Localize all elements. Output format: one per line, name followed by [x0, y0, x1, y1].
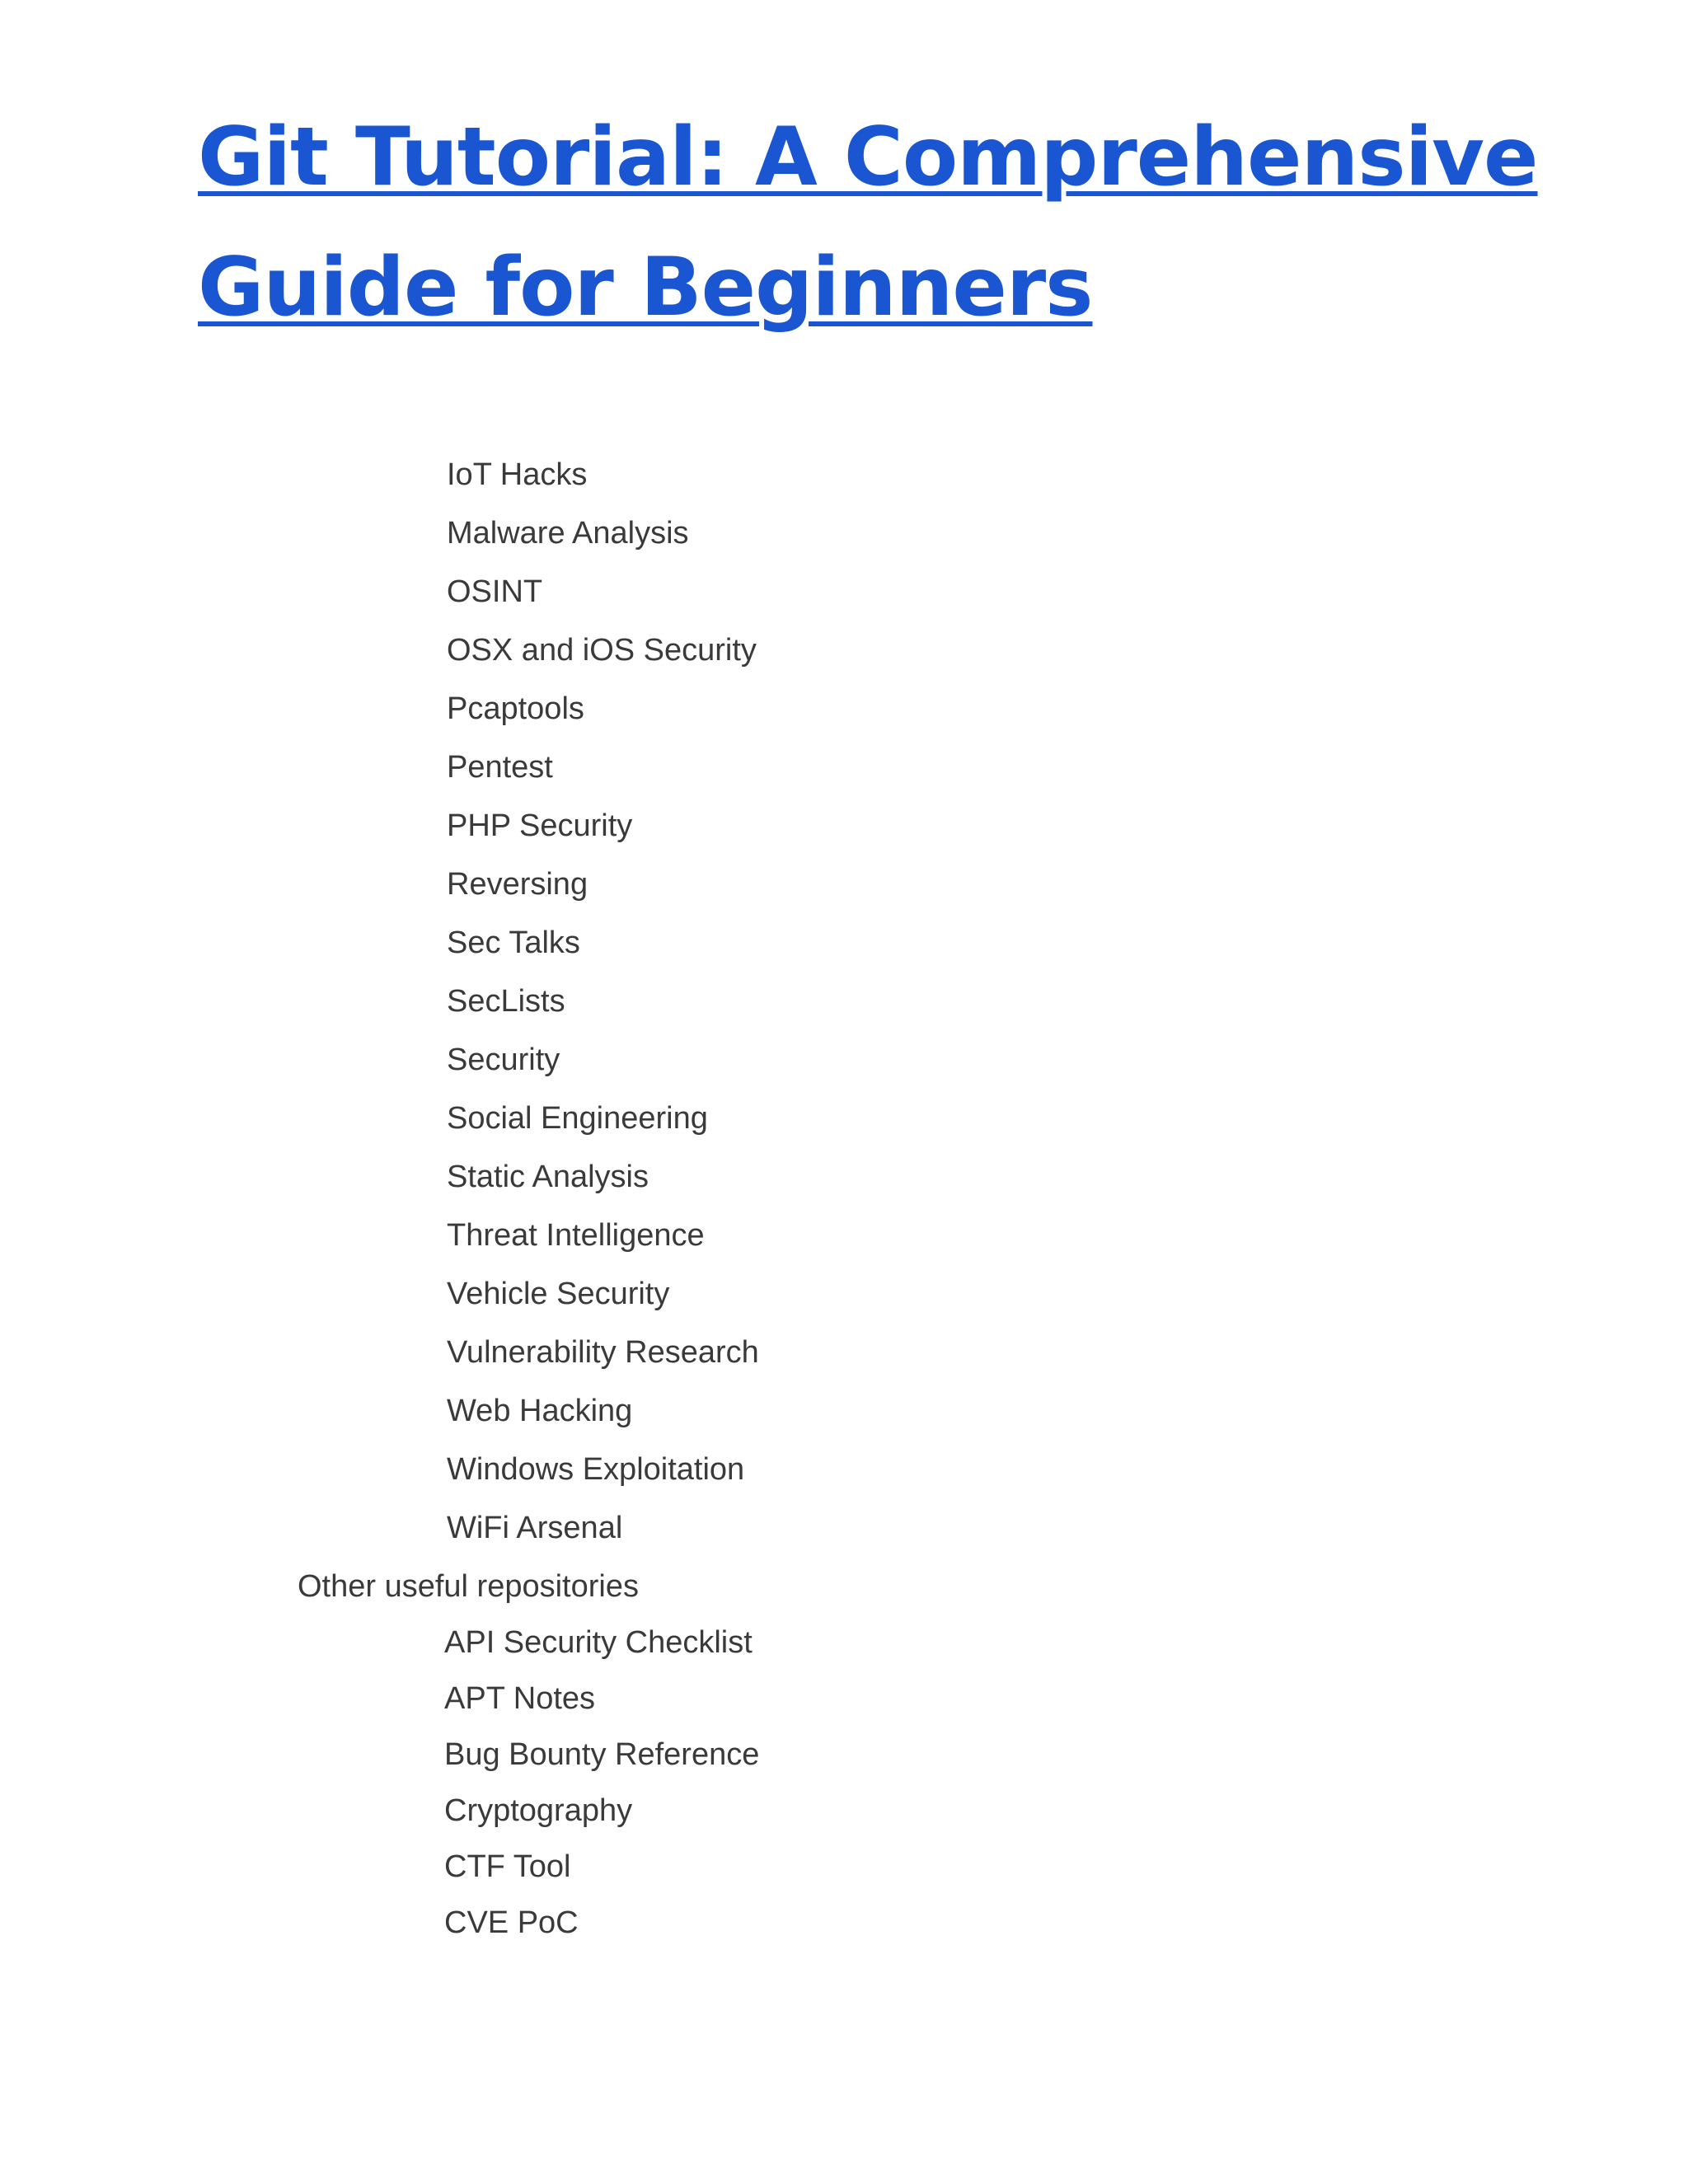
- list-item-threat-intelligence[interactable]: Threat Intelligence: [447, 1218, 705, 1253]
- list-item-windows-exploitation[interactable]: Windows Exploitation: [447, 1452, 745, 1487]
- list-item-osint[interactable]: OSINT: [447, 574, 543, 609]
- list-item-malware-analysis[interactable]: Malware Analysis: [447, 516, 689, 551]
- list-item-pcaptools[interactable]: Pcaptools: [447, 691, 584, 726]
- list-item-social-engineering[interactable]: Social Engineering: [447, 1101, 708, 1136]
- list-item-wifi-arsenal[interactable]: WiFi Arsenal: [447, 1511, 623, 1545]
- page-title-link[interactable]: [198, 92, 1599, 353]
- list-item-reversing[interactable]: Reversing: [447, 867, 588, 902]
- list-item-bug-bounty-reference[interactable]: Bug Bounty Reference: [444, 1737, 760, 1772]
- list-item-api-security-checklist[interactable]: API Security Checklist: [444, 1625, 753, 1660]
- page-title-line-2[interactable]: Guide for Beginners: [198, 241, 1093, 335]
- list-heading-other-repositories[interactable]: Other useful repositories: [298, 1569, 639, 1604]
- list-item-ctf-tool[interactable]: CTF Tool: [444, 1849, 571, 1884]
- list-item-cryptography[interactable]: Cryptography: [444, 1793, 633, 1828]
- page-title-line-1[interactable]: Git Tutorial: A Comprehensive: [198, 110, 1538, 204]
- list-item-security[interactable]: Security: [447, 1043, 560, 1077]
- list-item-iot-hacks[interactable]: IoT Hacks: [447, 457, 588, 492]
- list-item-vulnerability-research[interactable]: Vulnerability Research: [447, 1335, 759, 1370]
- list-item-osx-ios-security[interactable]: OSX and iOS Security: [447, 633, 757, 668]
- list-item-pentest[interactable]: Pentest: [447, 750, 553, 785]
- list-item-vehicle-security[interactable]: Vehicle Security: [447, 1277, 670, 1311]
- list-item-static-analysis[interactable]: Static Analysis: [447, 1160, 649, 1194]
- list-item-php-security[interactable]: PHP Security: [447, 808, 633, 843]
- list-item-seclists[interactable]: SecLists: [447, 984, 565, 1019]
- list-item-web-hacking[interactable]: Web Hacking: [447, 1394, 633, 1428]
- list-item-cve-poc[interactable]: CVE PoC: [444, 1905, 579, 1940]
- list-item-apt-notes[interactable]: APT Notes: [444, 1681, 596, 1716]
- list-item-sec-talks[interactable]: Sec Talks: [447, 926, 580, 960]
